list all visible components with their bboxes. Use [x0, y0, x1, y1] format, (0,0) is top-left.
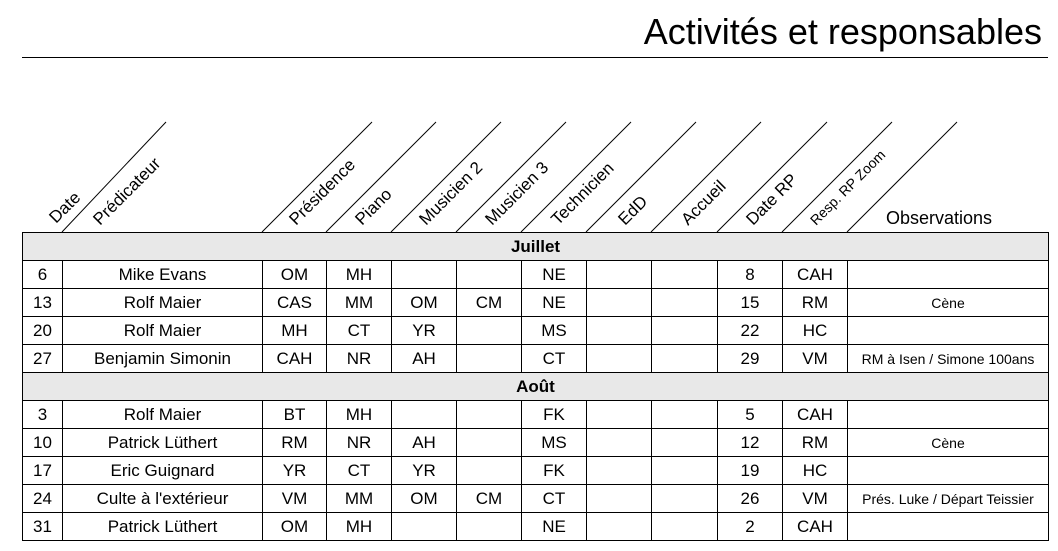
accueil-cell	[652, 261, 718, 289]
predicateur-cell: Patrick Lüthert	[63, 513, 263, 541]
column-label-edd: EdD	[614, 192, 652, 229]
musicien-2-cell: OM	[392, 289, 457, 317]
date-rp-cell: 12	[718, 429, 783, 457]
musicien-2-cell: AH	[392, 345, 457, 373]
date-cell: 24	[23, 485, 63, 513]
title-divider	[22, 57, 1048, 58]
observations-cell: RM à Isen / Simone 100ans	[848, 345, 1049, 373]
resp-rp-zoom-cell: HC	[783, 317, 848, 345]
header-divider	[521, 122, 631, 232]
month-header-row	[23, 233, 1049, 261]
date-cell: 20	[23, 317, 63, 345]
table-row	[23, 429, 1049, 457]
musicien-2-cell	[392, 261, 457, 289]
musicien-3-cell	[457, 401, 522, 429]
schedule-table	[22, 232, 1049, 541]
date-rp-cell: 8	[718, 261, 783, 289]
technicien-cell: CT	[522, 485, 587, 513]
date-rp-cell: 22	[718, 317, 783, 345]
date-cell: 31	[23, 513, 63, 541]
observations-cell: Prés. Luke / Départ Teissier	[848, 485, 1049, 513]
edd-cell	[587, 261, 652, 289]
edd-cell	[587, 429, 652, 457]
edd-cell	[587, 317, 652, 345]
predicateur-cell: Rolf Maier	[63, 401, 263, 429]
accueil-cell	[652, 345, 718, 373]
month-label: Août	[23, 373, 1049, 401]
musicien-3-cell	[457, 261, 522, 289]
predicateur-cell: Culte à l'extérieur	[63, 485, 263, 513]
technicien-cell: NE	[522, 261, 587, 289]
accueil-cell	[652, 485, 718, 513]
date-rp-cell: 29	[718, 345, 783, 373]
column-label-piano: Piano	[351, 184, 396, 229]
predicateur-cell: Mike Evans	[63, 261, 263, 289]
date-cell: 17	[23, 457, 63, 485]
column-label-accueil: Accueil	[677, 176, 730, 229]
accueil-cell	[652, 429, 718, 457]
piano-cell: NR	[327, 345, 392, 373]
column-label-musicien-2: Musicien 2	[415, 157, 487, 229]
presidence-cell: BT	[263, 401, 327, 429]
edd-cell	[587, 513, 652, 541]
resp-rp-zoom-cell: RM	[783, 429, 848, 457]
column-label-musicien-3: Musicien 3	[481, 157, 553, 229]
musicien-3-cell	[457, 513, 522, 541]
date-rp-cell: 15	[718, 289, 783, 317]
observations-cell	[848, 401, 1049, 429]
musicien-2-cell: AH	[392, 429, 457, 457]
page-title: Activités et responsables	[643, 11, 1042, 52]
technicien-cell: MS	[522, 317, 587, 345]
observations-cell: Cène	[848, 429, 1049, 457]
musicien-3-cell	[457, 317, 522, 345]
date-rp-cell: 5	[718, 401, 783, 429]
piano-cell: CT	[327, 317, 392, 345]
column-label-technicien: Technicien	[547, 158, 618, 229]
technicien-cell: MS	[522, 429, 587, 457]
header-divider	[586, 122, 696, 232]
predicateur-cell: Rolf Maier	[63, 317, 263, 345]
resp-rp-zoom-cell: CAH	[783, 261, 848, 289]
table-row	[23, 457, 1049, 485]
month-header-row	[23, 373, 1049, 401]
header-divider	[782, 122, 892, 232]
header-divider	[262, 122, 372, 232]
predicateur-cell: Patrick Lüthert	[63, 429, 263, 457]
header-divider	[62, 122, 166, 232]
musicien-3-cell: CM	[457, 289, 522, 317]
resp-rp-zoom-cell: CAH	[783, 513, 848, 541]
musicien-3-cell	[457, 345, 522, 373]
musicien-2-cell: OM	[392, 485, 457, 513]
edd-cell	[587, 485, 652, 513]
musicien-2-cell	[392, 513, 457, 541]
column-label-date: Date	[45, 187, 85, 227]
edd-cell	[587, 457, 652, 485]
presidence-cell: YR	[263, 457, 327, 485]
column-label-observations: Observations	[886, 208, 993, 228]
observations-cell	[848, 317, 1049, 345]
column-label-resp-rp-zoom: Resp. RP Zoom	[806, 146, 889, 229]
header-divider	[651, 122, 761, 232]
date-rp-cell: 2	[718, 513, 783, 541]
date-cell: 27	[23, 345, 63, 373]
resp-rp-zoom-cell: HC	[783, 457, 848, 485]
technicien-cell: NE	[522, 289, 587, 317]
predicateur-cell: Rolf Maier	[63, 289, 263, 317]
date-rp-cell: 26	[718, 485, 783, 513]
accueil-cell	[652, 457, 718, 485]
presidence-cell: MH	[263, 317, 327, 345]
column-label-predicateur: Prédicateur	[89, 153, 165, 229]
header-divider	[326, 122, 436, 232]
presidence-cell: VM	[263, 485, 327, 513]
technicien-cell: CT	[522, 345, 587, 373]
table-row	[23, 513, 1049, 541]
header-divider	[456, 122, 566, 232]
musicien-2-cell: YR	[392, 317, 457, 345]
musicien-3-cell: CM	[457, 485, 522, 513]
column-label-presidence: Présidence	[285, 155, 359, 229]
accueil-cell	[652, 401, 718, 429]
header-divider	[391, 122, 501, 232]
table-row	[23, 289, 1049, 317]
piano-cell: MH	[327, 261, 392, 289]
musicien-2-cell	[392, 401, 457, 429]
piano-cell: MH	[327, 513, 392, 541]
table-row	[23, 345, 1049, 373]
date-cell: 10	[23, 429, 63, 457]
edd-cell	[587, 289, 652, 317]
table-row	[23, 401, 1049, 429]
observations-cell	[848, 457, 1049, 485]
piano-cell: MH	[327, 401, 392, 429]
date-cell: 13	[23, 289, 63, 317]
date-rp-cell: 19	[718, 457, 783, 485]
presidence-cell: RM	[263, 429, 327, 457]
accueil-cell	[652, 513, 718, 541]
observations-cell	[848, 513, 1049, 541]
presidence-cell: CAH	[263, 345, 327, 373]
column-label-date-rp: Date RP	[742, 169, 802, 229]
accueil-cell	[652, 317, 718, 345]
table-row	[23, 317, 1049, 345]
resp-rp-zoom-cell: VM	[783, 485, 848, 513]
musicien-3-cell	[457, 457, 522, 485]
header-divider	[717, 122, 827, 232]
presidence-cell: CAS	[263, 289, 327, 317]
observations-cell: Cène	[848, 289, 1049, 317]
edd-cell	[587, 401, 652, 429]
piano-cell: MM	[327, 289, 392, 317]
observations-cell	[848, 261, 1049, 289]
resp-rp-zoom-cell: RM	[783, 289, 848, 317]
date-cell: 6	[23, 261, 63, 289]
technicien-cell: FK	[522, 401, 587, 429]
date-cell: 3	[23, 401, 63, 429]
resp-rp-zoom-cell: CAH	[783, 401, 848, 429]
resp-rp-zoom-cell: VM	[783, 345, 848, 373]
header-divider	[847, 122, 957, 232]
technicien-cell: NE	[522, 513, 587, 541]
edd-cell	[587, 345, 652, 373]
table-row	[23, 261, 1049, 289]
piano-cell: CT	[327, 457, 392, 485]
presidence-cell: OM	[263, 261, 327, 289]
piano-cell: MM	[327, 485, 392, 513]
table-row	[23, 485, 1049, 513]
predicateur-cell: Benjamin Simonin	[63, 345, 263, 373]
technicien-cell: FK	[522, 457, 587, 485]
musicien-2-cell: YR	[392, 457, 457, 485]
piano-cell: NR	[327, 429, 392, 457]
accueil-cell	[652, 289, 718, 317]
month-label: Juillet	[23, 233, 1049, 261]
presidence-cell: OM	[263, 513, 327, 541]
musicien-3-cell	[457, 429, 522, 457]
predicateur-cell: Eric Guignard	[63, 457, 263, 485]
